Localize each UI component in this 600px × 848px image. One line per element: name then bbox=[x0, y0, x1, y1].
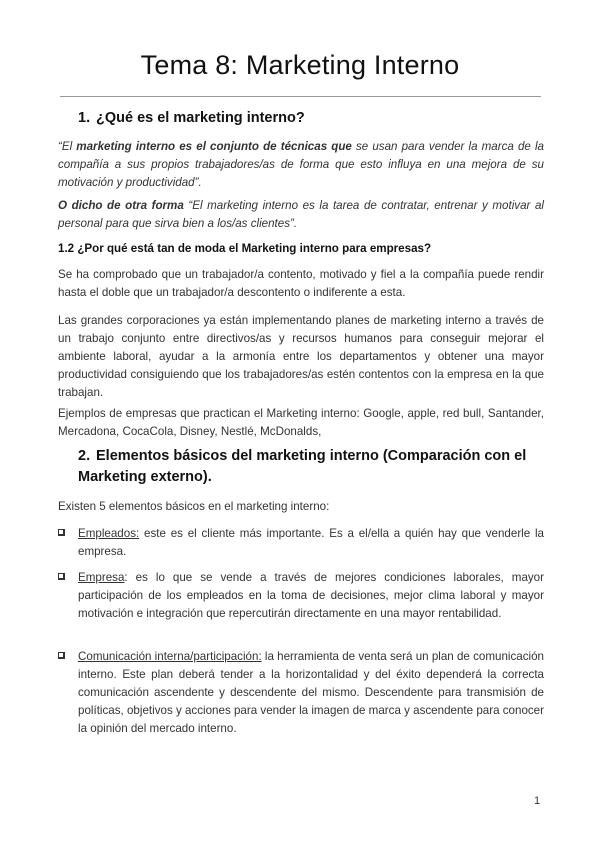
quote-2-bold: O dicho de otra forma bbox=[58, 199, 184, 212]
section-2-heading bbox=[78, 446, 548, 488]
quote-1-bold: marketing interno es el conjunto de técnicas que bbox=[76, 140, 352, 153]
section-1-title: ¿Qué es el marketing interno? bbox=[96, 110, 305, 126]
list-item-term: Comunicación interna/participación: bbox=[78, 650, 262, 663]
section-1-number: 1. bbox=[78, 110, 91, 126]
subsection-1-2-heading: 1.2 ¿Por qué está tan de moda el Marketing interno para empresas? bbox=[58, 242, 432, 255]
checkbox-bullet-icon bbox=[58, 573, 65, 580]
section-2-number: 2. bbox=[78, 448, 91, 464]
section-2-intro: Existen 5 elementos básicos en el marketing interno: bbox=[58, 500, 330, 513]
list-item-text: : es lo que se vende a través de mejores condiciones laborales, mayor participación de los empleados en la toma de decisiones, mejor clima laboral y mayor motivación e integración que repercutirán directamente en una mayor rentabilidad. bbox=[78, 571, 544, 620]
paragraph-3: Ejemplos de empresas que practican el Marketing interno: Google, apple, red bull, Santander, Mercadona, CocaCola, Disney, Nestlé, McDonalds, bbox=[58, 407, 544, 438]
list-item bbox=[58, 525, 544, 561]
definition-quote-1 bbox=[58, 138, 544, 192]
quote-1-open: “El bbox=[58, 140, 77, 153]
paragraph-2: Las grandes corporaciones ya están implementando planes de marketing interno a través de un trabajo conjunto entre directivos/as y recursos humanos para conseguir mejorar el ambiente laboral, ayudar a la armonía entre los departamentos y obtener una mayor productividad consiguiendo que los trabajadores/as estén contentos con la empresa en la que trabajan. bbox=[58, 314, 544, 399]
title-divider bbox=[60, 96, 541, 97]
page-title: Tema 8: Marketing Interno bbox=[140, 50, 460, 80]
checkbox-bullet-icon bbox=[58, 652, 65, 659]
quote-1-rest: se usan para vender la marca de la compañía a sus propios trabajadores/as de forma que esto influya en una mejora de su motivación y productividad”. bbox=[58, 140, 545, 189]
list-item bbox=[58, 648, 544, 738]
section-2-title: Elementos básicos del marketing interno (Comparación con el Marketing externo). bbox=[78, 448, 527, 485]
list-item-text: la herramienta de venta será un plan de comunicación interno. Este plan deberá tender a la horizontalidad y del éxito dependerá la correcta comunicación ascendente y descendente del mismo. Descendente para transmisión de políticas, objetivos y acciones para vender la imagen de marca y ascendente para conocer la opinión del mercado interno. bbox=[78, 650, 544, 735]
page-number: 1 bbox=[534, 795, 541, 807]
list-item-text: este es el cliente más importante. Es a el/ella a quién hay que venderle la empresa. bbox=[78, 527, 544, 558]
section-1-heading bbox=[78, 108, 548, 129]
list-item bbox=[58, 569, 544, 623]
quote-2-rest: “El marketing interno es la tarea de contratar, entrenar y motivar al personal para que sirva bien a los/as clientes”. bbox=[58, 199, 544, 230]
definition-quote-2 bbox=[58, 197, 544, 233]
list-item-term: Empresa bbox=[78, 571, 125, 584]
checkbox-bullet-icon bbox=[58, 529, 65, 536]
list-item-term: Empleados: bbox=[78, 527, 140, 540]
paragraph-1: Se ha comprobado que un trabajador/a contento, motivado y fiel a la compañía puede rendir hasta el doble que un trabajador/a descontento o indiferente a esta. bbox=[58, 268, 544, 299]
